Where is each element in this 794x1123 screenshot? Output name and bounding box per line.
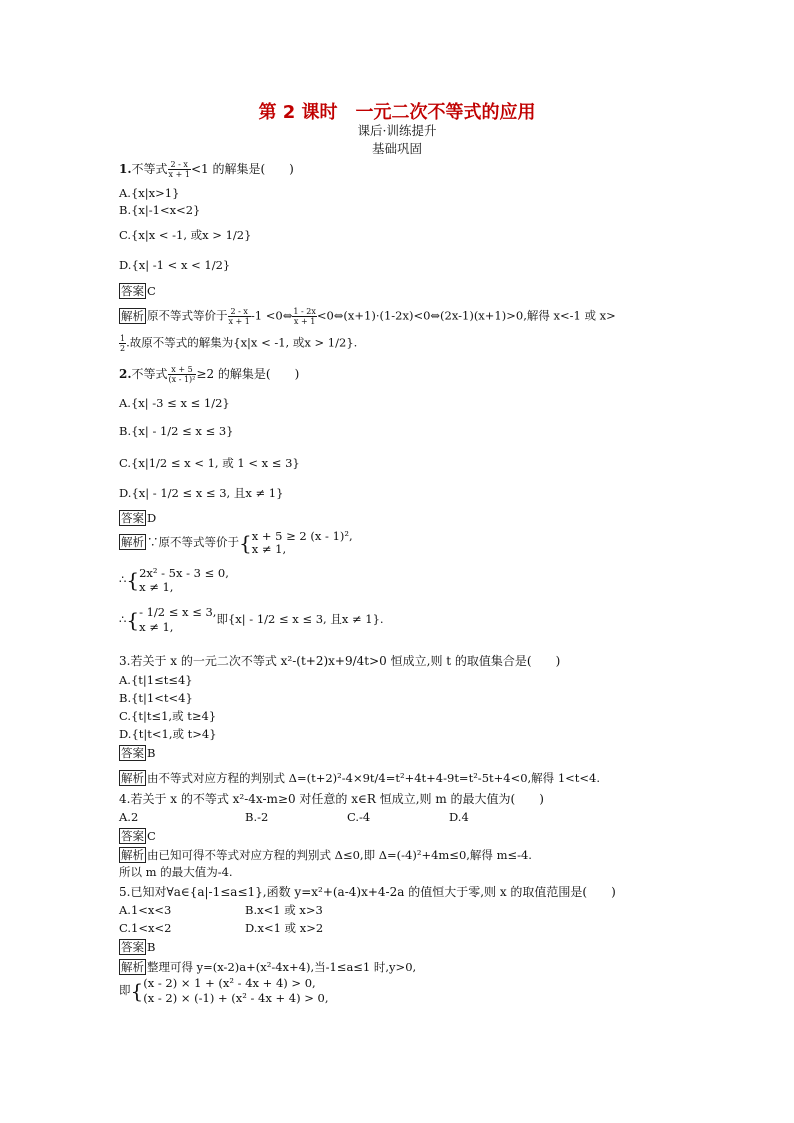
q2-system-2: ∴{ 2x² - 5x - 3 ≤ 0, x ≠ 1, [119, 566, 229, 594]
q1-analysis-cont: $\frac{1}{2}$ .故原不等式的解集为{x|x < -1, 或x > 1/2}. [120, 334, 358, 353]
q1-answer: 答案 C [121, 284, 156, 298]
q1-fraction: $\frac{2 - x}{x + 1}$ [168, 160, 190, 179]
section-title: 课后·训练提升 [357, 123, 437, 138]
q2-option-c: C.{x|1/2 ≤ x < 1, 或 1 < x ≤ 3} [119, 456, 300, 470]
answer-tag: 答案 [121, 284, 144, 298]
q5-system: 即{ (x - 2) × 1 + (x² - 4x + 4) > 0, (x - 2) × (-1) + (x² - 4x + 4) > 0, [119, 976, 329, 1005]
q4-option-b: B.-2 [245, 810, 269, 824]
q5-option-d: D.x<1 或 x>2 [245, 921, 324, 935]
q3-stem: 3.若关于 x 的一元二次不等式 x²-(t+2)x+9/4t>0 恒成立,则 t 的取值集合是( ) [119, 654, 561, 668]
q5-option-b: B.x<1 或 x>3 [245, 903, 323, 917]
q2-analysis: 解析 ∵原不等式等价于{ x + 5 ≥ 2 (x - 1)², x ≠ 1, [121, 529, 353, 556]
q2-option-b: B.{x| - 1/2 ≤ x ≤ 3} [119, 424, 234, 438]
q5-option-c: C.1<x<2 [119, 921, 172, 935]
q5-option-a: A.1<x<3 [119, 903, 172, 917]
q5-analysis: 解析 整理可得 y=(x-2)a+(x²-4x+4),当-1≤a≤1 时,y>0, [121, 960, 417, 974]
page-title: 第 2 课时 一元二次不等式的应用 [258, 102, 536, 123]
q2-system-3: ∴{ - 1/2 ≤ x ≤ 3, x ≠ 1, 即{x| - 1/2 ≤ x ≤ 3, 且x ≠ 1}. [119, 605, 384, 634]
subsection-title: 基础巩固 [371, 141, 422, 156]
q1-option-c: C.{x|x < -1, 或x > 1/2} [119, 228, 252, 242]
analysis-tag: 解析 [121, 308, 144, 323]
q1-analysis: 解析 原不等式等价于 $\frac{2 - x}{x + 1}$ -1 <0⇔ $\frac{1 - 2x}{x + 1}$ <0⇔(x+1)·(1-2x)<0⇔(2x-1)(x+1)>0,解得 x<-1 或 x> [121, 307, 616, 326]
q3-option-b: B.{t|1<t<4} [119, 691, 193, 705]
q3-option-a: A.{t|1≤t≤4} [119, 673, 193, 687]
q3-analysis: 解析 由不等式对应方程的判别式 Δ=(t+2)²-4×9t/4=t²+4t+4-9t=t²-5t+4<0,解得 1<t<4. [121, 771, 601, 785]
q1-option-a: A.{x|x>1} [119, 186, 180, 200]
q4-option-a: A.2 [119, 810, 139, 824]
q4-option-c: C.-4 [347, 810, 371, 824]
q1-option-d: D.{x| -1 < x < 1/2} [119, 258, 231, 272]
q3-answer: 答案 B [121, 746, 156, 760]
q4-answer: 答案 C [121, 829, 156, 843]
q4-option-d: D.4 [449, 810, 469, 824]
q3-option-c: C.{t|t≤1,或 t≥4} [119, 709, 217, 723]
q1-stem: 1.不等式 $\frac{2 - x}{x + 1}$ <1 的解集是( ) [119, 160, 294, 179]
q4-stem: 4.若关于 x 的不等式 x²-4x-m≥0 对任意的 x∈R 恒成立,则 m 的最大值为( ) [119, 792, 544, 806]
q2-option-a: A.{x| -3 ≤ x ≤ 1/2} [119, 396, 230, 410]
q2-option-d: D.{x| - 1/2 ≤ x ≤ 3, 且x ≠ 1} [119, 486, 284, 500]
q3-option-d: D.{t|t<1,或 t>4} [119, 727, 217, 741]
q4-analysis-cont: 所以 m 的最大值为-4. [119, 865, 233, 879]
q5-answer: 答案 B [121, 940, 156, 954]
q4-analysis: 解析 由已知可得不等式对应方程的判别式 Δ≤0,即 Δ=(-4)²+4m≤0,解得 m≤-4. [121, 848, 532, 862]
q2-answer: 答案 D [121, 511, 157, 525]
q1-option-b: B.{x|-1<x<2} [119, 203, 201, 217]
q2-stem: 2.不等式 $\frac{x + 5}{\text{(x - 1)²}}$ ≥2 的解集是( ) [119, 365, 300, 384]
q5-stem: 5.已知对∀a∈{a|-1≤a≤1},函数 y=x²+(a-4)x+4-2a 的值恒大于零,则 x 的取值范围是( ) [119, 885, 616, 899]
